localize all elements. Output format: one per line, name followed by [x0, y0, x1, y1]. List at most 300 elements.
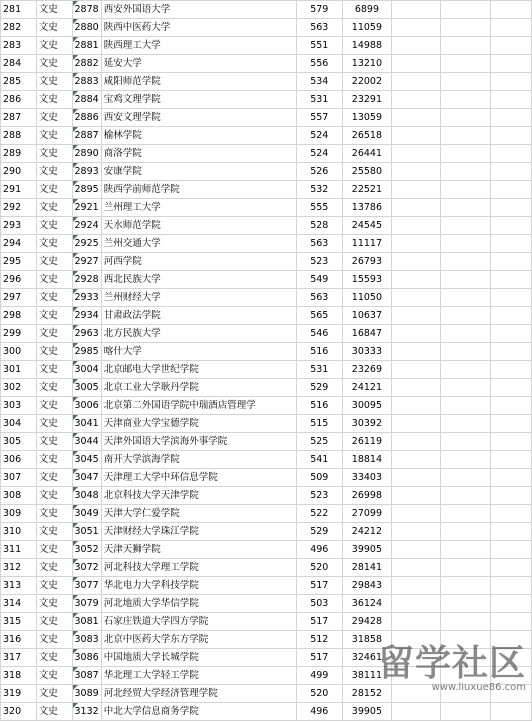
cell-code[interactable]: 3048: [72, 487, 101, 505]
cell-school[interactable]: 河北地质大学华信学院: [101, 595, 296, 613]
cell-category[interactable]: 文史: [36, 253, 72, 271]
cell-code[interactable]: 3132: [72, 703, 101, 721]
cell-score[interactable]: 526: [296, 163, 342, 181]
cell-rank[interactable]: 284: [1, 55, 37, 73]
cell-empty[interactable]: [392, 127, 441, 145]
cell-school[interactable]: 咸阳师范学院: [101, 73, 296, 91]
cell-score[interactable]: 503: [296, 595, 342, 613]
cell-position[interactable]: 29428: [342, 613, 392, 631]
cell-empty[interactable]: [490, 181, 531, 199]
cell-score[interactable]: 496: [296, 703, 342, 721]
cell-rank[interactable]: 286: [1, 91, 37, 109]
cell-empty[interactable]: [392, 91, 441, 109]
cell-category[interactable]: 文史: [36, 541, 72, 559]
cell-empty[interactable]: [441, 703, 490, 721]
cell-empty[interactable]: [441, 667, 490, 685]
cell-code[interactable]: 2963: [72, 325, 101, 343]
cell-category[interactable]: 文史: [36, 325, 72, 343]
cell-school[interactable]: 北京中医药大学东方学院: [101, 631, 296, 649]
cell-empty[interactable]: [392, 325, 441, 343]
cell-position[interactable]: 39905: [342, 541, 392, 559]
cell-category[interactable]: 文史: [36, 37, 72, 55]
cell-empty[interactable]: [490, 577, 531, 595]
cell-school[interactable]: 北方民族大学: [101, 325, 296, 343]
cell-empty[interactable]: [392, 577, 441, 595]
cell-score[interactable]: 532: [296, 181, 342, 199]
cell-empty[interactable]: [441, 361, 490, 379]
cell-empty[interactable]: [392, 55, 441, 73]
cell-school[interactable]: 中国地质大学长城学院: [101, 649, 296, 667]
cell-empty[interactable]: [490, 361, 531, 379]
cell-empty[interactable]: [392, 703, 441, 721]
cell-category[interactable]: 文史: [36, 343, 72, 361]
cell-empty[interactable]: [490, 145, 531, 163]
cell-category[interactable]: 文史: [36, 685, 72, 703]
cell-empty[interactable]: [441, 487, 490, 505]
cell-empty[interactable]: [441, 505, 490, 523]
cell-empty[interactable]: [490, 451, 531, 469]
cell-code[interactable]: 2925: [72, 235, 101, 253]
cell-score[interactable]: 517: [296, 577, 342, 595]
cell-rank[interactable]: 306: [1, 451, 37, 469]
cell-code[interactable]: 2886: [72, 109, 101, 127]
cell-empty[interactable]: [490, 685, 531, 703]
cell-empty[interactable]: [490, 541, 531, 559]
cell-position[interactable]: 27099: [342, 505, 392, 523]
cell-rank[interactable]: 318: [1, 667, 37, 685]
cell-score[interactable]: 512: [296, 631, 342, 649]
cell-position[interactable]: 26518: [342, 127, 392, 145]
cell-score[interactable]: 534: [296, 73, 342, 91]
cell-empty[interactable]: [441, 325, 490, 343]
cell-rank[interactable]: 308: [1, 487, 37, 505]
cell-school[interactable]: 兰州理工大学: [101, 199, 296, 217]
cell-school[interactable]: 华北电力大学科技学院: [101, 577, 296, 595]
cell-school[interactable]: 北京第二外国语学院中瑞酒店管理学: [101, 397, 296, 415]
cell-score[interactable]: 556: [296, 55, 342, 73]
cell-code[interactable]: 2924: [72, 217, 101, 235]
cell-empty[interactable]: [441, 685, 490, 703]
cell-empty[interactable]: [392, 451, 441, 469]
cell-empty[interactable]: [441, 37, 490, 55]
cell-empty[interactable]: [392, 415, 441, 433]
cell-category[interactable]: 文史: [36, 649, 72, 667]
cell-empty[interactable]: [392, 163, 441, 181]
cell-category[interactable]: 文史: [36, 469, 72, 487]
cell-rank[interactable]: 297: [1, 289, 37, 307]
cell-category[interactable]: 文史: [36, 163, 72, 181]
cell-empty[interactable]: [441, 199, 490, 217]
cell-score[interactable]: 524: [296, 127, 342, 145]
cell-empty[interactable]: [441, 235, 490, 253]
cell-empty[interactable]: [441, 73, 490, 91]
cell-empty[interactable]: [490, 559, 531, 577]
cell-rank[interactable]: 313: [1, 577, 37, 595]
cell-score[interactable]: 515: [296, 415, 342, 433]
cell-code[interactable]: 2985: [72, 343, 101, 361]
cell-category[interactable]: 文史: [36, 235, 72, 253]
cell-rank[interactable]: 291: [1, 181, 37, 199]
cell-code[interactable]: 3006: [72, 397, 101, 415]
cell-score[interactable]: 563: [296, 289, 342, 307]
cell-empty[interactable]: [490, 703, 531, 721]
cell-position[interactable]: 26119: [342, 433, 392, 451]
cell-school[interactable]: 天津商业大学宝德学院: [101, 415, 296, 433]
cell-empty[interactable]: [392, 397, 441, 415]
cell-code[interactable]: 3086: [72, 649, 101, 667]
cell-position[interactable]: 22002: [342, 73, 392, 91]
cell-category[interactable]: 文史: [36, 379, 72, 397]
cell-score[interactable]: 529: [296, 379, 342, 397]
cell-score[interactable]: 525: [296, 433, 342, 451]
cell-school[interactable]: 北京邮电大学世纪学院: [101, 361, 296, 379]
cell-code[interactable]: 2882: [72, 55, 101, 73]
cell-code[interactable]: 3087: [72, 667, 101, 685]
cell-code[interactable]: 3052: [72, 541, 101, 559]
cell-empty[interactable]: [490, 325, 531, 343]
cell-rank[interactable]: 305: [1, 433, 37, 451]
cell-rank[interactable]: 282: [1, 19, 37, 37]
cell-code[interactable]: 2928: [72, 271, 101, 289]
cell-rank[interactable]: 304: [1, 415, 37, 433]
cell-empty[interactable]: [441, 595, 490, 613]
cell-school[interactable]: 西北民族大学: [101, 271, 296, 289]
cell-rank[interactable]: 281: [1, 1, 37, 19]
cell-score[interactable]: 517: [296, 649, 342, 667]
cell-category[interactable]: 文史: [36, 703, 72, 721]
cell-code[interactable]: 2878: [72, 1, 101, 19]
cell-empty[interactable]: [441, 289, 490, 307]
cell-position[interactable]: 33403: [342, 469, 392, 487]
cell-code[interactable]: 2934: [72, 307, 101, 325]
cell-empty[interactable]: [490, 415, 531, 433]
cell-rank[interactable]: 299: [1, 325, 37, 343]
cell-category[interactable]: 文史: [36, 613, 72, 631]
cell-position[interactable]: 22521: [342, 181, 392, 199]
cell-score[interactable]: 528: [296, 217, 342, 235]
cell-empty[interactable]: [441, 559, 490, 577]
cell-empty[interactable]: [392, 145, 441, 163]
cell-empty[interactable]: [490, 163, 531, 181]
cell-empty[interactable]: [441, 397, 490, 415]
cell-category[interactable]: 文史: [36, 289, 72, 307]
cell-category[interactable]: 文史: [36, 361, 72, 379]
cell-empty[interactable]: [441, 109, 490, 127]
cell-empty[interactable]: [490, 55, 531, 73]
cell-score[interactable]: 531: [296, 91, 342, 109]
cell-empty[interactable]: [392, 289, 441, 307]
cell-empty[interactable]: [490, 289, 531, 307]
cell-position[interactable]: 28152: [342, 685, 392, 703]
cell-empty[interactable]: [441, 91, 490, 109]
cell-empty[interactable]: [441, 55, 490, 73]
cell-code[interactable]: 2887: [72, 127, 101, 145]
cell-empty[interactable]: [441, 145, 490, 163]
cell-empty[interactable]: [392, 433, 441, 451]
cell-category[interactable]: 文史: [36, 559, 72, 577]
cell-position[interactable]: 11059: [342, 19, 392, 37]
cell-empty[interactable]: [490, 613, 531, 631]
cell-code[interactable]: 3045: [72, 451, 101, 469]
cell-empty[interactable]: [392, 253, 441, 271]
cell-rank[interactable]: 307: [1, 469, 37, 487]
cell-score[interactable]: 541: [296, 451, 342, 469]
cell-empty[interactable]: [392, 361, 441, 379]
cell-empty[interactable]: [490, 397, 531, 415]
cell-rank[interactable]: 315: [1, 613, 37, 631]
cell-empty[interactable]: [441, 217, 490, 235]
cell-category[interactable]: 文史: [36, 415, 72, 433]
cell-code[interactable]: 3047: [72, 469, 101, 487]
cell-position[interactable]: 15593: [342, 271, 392, 289]
cell-rank[interactable]: 302: [1, 379, 37, 397]
cell-rank[interactable]: 298: [1, 307, 37, 325]
cell-score[interactable]: 563: [296, 19, 342, 37]
cell-category[interactable]: 文史: [36, 271, 72, 289]
cell-position[interactable]: 11050: [342, 289, 392, 307]
cell-school[interactable]: 喀什大学: [101, 343, 296, 361]
cell-rank[interactable]: 289: [1, 145, 37, 163]
cell-empty[interactable]: [490, 379, 531, 397]
cell-score[interactable]: 520: [296, 559, 342, 577]
cell-code[interactable]: 2881: [72, 37, 101, 55]
cell-score[interactable]: 516: [296, 397, 342, 415]
cell-rank[interactable]: 316: [1, 631, 37, 649]
cell-code[interactable]: 2895: [72, 181, 101, 199]
cell-empty[interactable]: [392, 487, 441, 505]
cell-position[interactable]: 31858: [342, 631, 392, 649]
cell-score[interactable]: 496: [296, 541, 342, 559]
cell-empty[interactable]: [490, 469, 531, 487]
cell-category[interactable]: 文史: [36, 73, 72, 91]
cell-school[interactable]: 天水师范学院: [101, 217, 296, 235]
cell-position[interactable]: 11117: [342, 235, 392, 253]
cell-score[interactable]: 555: [296, 199, 342, 217]
cell-empty[interactable]: [392, 631, 441, 649]
cell-position[interactable]: 13059: [342, 109, 392, 127]
cell-school[interactable]: 河西学院: [101, 253, 296, 271]
cell-rank[interactable]: 319: [1, 685, 37, 703]
cell-position[interactable]: 32461: [342, 649, 392, 667]
cell-score[interactable]: 523: [296, 253, 342, 271]
cell-code[interactable]: 2890: [72, 145, 101, 163]
cell-school[interactable]: 天津财经大学珠江学院: [101, 523, 296, 541]
cell-score[interactable]: 499: [296, 667, 342, 685]
cell-rank[interactable]: 293: [1, 217, 37, 235]
cell-category[interactable]: 文史: [36, 631, 72, 649]
cell-empty[interactable]: [441, 19, 490, 37]
cell-code[interactable]: 2893: [72, 163, 101, 181]
cell-empty[interactable]: [392, 667, 441, 685]
cell-score[interactable]: 523: [296, 487, 342, 505]
cell-empty[interactable]: [441, 523, 490, 541]
cell-empty[interactable]: [441, 163, 490, 181]
cell-position[interactable]: 28141: [342, 559, 392, 577]
cell-score[interactable]: 516: [296, 343, 342, 361]
cell-school[interactable]: 石家庄铁道大学四方学院: [101, 613, 296, 631]
cell-position[interactable]: 36124: [342, 595, 392, 613]
cell-rank[interactable]: 314: [1, 595, 37, 613]
cell-school[interactable]: 河北经贸大学经济管理学院: [101, 685, 296, 703]
cell-position[interactable]: 18814: [342, 451, 392, 469]
cell-school[interactable]: 天津大学仁爱学院: [101, 505, 296, 523]
cell-position[interactable]: 24121: [342, 379, 392, 397]
cell-code[interactable]: 3005: [72, 379, 101, 397]
cell-school[interactable]: 西安外国语大学: [101, 1, 296, 19]
cell-school[interactable]: 兰州财经大学: [101, 289, 296, 307]
cell-empty[interactable]: [490, 649, 531, 667]
cell-empty[interactable]: [392, 271, 441, 289]
cell-empty[interactable]: [490, 199, 531, 217]
cell-category[interactable]: 文史: [36, 91, 72, 109]
cell-empty[interactable]: [441, 307, 490, 325]
cell-school[interactable]: 北京科技大学天津学院: [101, 487, 296, 505]
cell-code[interactable]: 2921: [72, 199, 101, 217]
cell-empty[interactable]: [392, 685, 441, 703]
cell-empty[interactable]: [392, 523, 441, 541]
cell-category[interactable]: 文史: [36, 55, 72, 73]
cell-position[interactable]: 13786: [342, 199, 392, 217]
cell-empty[interactable]: [392, 199, 441, 217]
cell-rank[interactable]: 296: [1, 271, 37, 289]
cell-category[interactable]: 文史: [36, 307, 72, 325]
cell-empty[interactable]: [441, 1, 490, 19]
cell-score[interactable]: 529: [296, 523, 342, 541]
cell-code[interactable]: 3079: [72, 595, 101, 613]
cell-rank[interactable]: 320: [1, 703, 37, 721]
cell-rank[interactable]: 303: [1, 397, 37, 415]
cell-position[interactable]: 30392: [342, 415, 392, 433]
cell-empty[interactable]: [392, 19, 441, 37]
cell-school[interactable]: 甘肃政法学院: [101, 307, 296, 325]
cell-school[interactable]: 安康学院: [101, 163, 296, 181]
cell-empty[interactable]: [490, 37, 531, 55]
cell-position[interactable]: 26793: [342, 253, 392, 271]
cell-position[interactable]: 25580: [342, 163, 392, 181]
cell-empty[interactable]: [392, 559, 441, 577]
cell-empty[interactable]: [490, 631, 531, 649]
cell-school[interactable]: 商洛学院: [101, 145, 296, 163]
cell-empty[interactable]: [392, 1, 441, 19]
cell-code[interactable]: 3004: [72, 361, 101, 379]
cell-score[interactable]: 551: [296, 37, 342, 55]
cell-empty[interactable]: [490, 235, 531, 253]
cell-position[interactable]: 6899: [342, 1, 392, 19]
cell-rank[interactable]: 295: [1, 253, 37, 271]
cell-code[interactable]: 3083: [72, 631, 101, 649]
cell-empty[interactable]: [392, 469, 441, 487]
cell-school[interactable]: 宝鸡文理学院: [101, 91, 296, 109]
cell-empty[interactable]: [392, 37, 441, 55]
cell-score[interactable]: 579: [296, 1, 342, 19]
cell-rank[interactable]: 301: [1, 361, 37, 379]
cell-code[interactable]: 2933: [72, 289, 101, 307]
cell-position[interactable]: 23269: [342, 361, 392, 379]
cell-score[interactable]: 563: [296, 235, 342, 253]
cell-position[interactable]: 38111: [342, 667, 392, 685]
cell-rank[interactable]: 317: [1, 649, 37, 667]
cell-empty[interactable]: [392, 613, 441, 631]
cell-school[interactable]: 华北理工大学轻工学院: [101, 667, 296, 685]
cell-position[interactable]: 13210: [342, 55, 392, 73]
cell-position[interactable]: 14988: [342, 37, 392, 55]
cell-empty[interactable]: [490, 271, 531, 289]
cell-school[interactable]: 陕西中医药大学: [101, 19, 296, 37]
cell-category[interactable]: 文史: [36, 433, 72, 451]
cell-score[interactable]: 524: [296, 145, 342, 163]
cell-empty[interactable]: [441, 415, 490, 433]
cell-empty[interactable]: [441, 379, 490, 397]
cell-empty[interactable]: [490, 127, 531, 145]
cell-empty[interactable]: [490, 1, 531, 19]
cell-school[interactable]: 南开大学滨海学院: [101, 451, 296, 469]
cell-empty[interactable]: [392, 379, 441, 397]
cell-rank[interactable]: 311: [1, 541, 37, 559]
cell-empty[interactable]: [490, 433, 531, 451]
cell-rank[interactable]: 283: [1, 37, 37, 55]
cell-empty[interactable]: [490, 523, 531, 541]
cell-code[interactable]: 2927: [72, 253, 101, 271]
cell-position[interactable]: 30333: [342, 343, 392, 361]
cell-school[interactable]: 榆林学院: [101, 127, 296, 145]
cell-category[interactable]: 文史: [36, 109, 72, 127]
cell-rank[interactable]: 294: [1, 235, 37, 253]
cell-category[interactable]: 文史: [36, 1, 72, 19]
cell-category[interactable]: 文史: [36, 19, 72, 37]
cell-school[interactable]: 天津外国语大学滨海外事学院: [101, 433, 296, 451]
cell-code[interactable]: 3044: [72, 433, 101, 451]
cell-school[interactable]: 天津天狮学院: [101, 541, 296, 559]
cell-category[interactable]: 文史: [36, 505, 72, 523]
cell-category[interactable]: 文史: [36, 523, 72, 541]
cell-score[interactable]: 549: [296, 271, 342, 289]
cell-position[interactable]: 24212: [342, 523, 392, 541]
cell-rank[interactable]: 288: [1, 127, 37, 145]
cell-code[interactable]: 2884: [72, 91, 101, 109]
cell-empty[interactable]: [392, 235, 441, 253]
cell-category[interactable]: 文史: [36, 595, 72, 613]
cell-category[interactable]: 文史: [36, 451, 72, 469]
cell-empty[interactable]: [490, 595, 531, 613]
cell-school[interactable]: 延安大学: [101, 55, 296, 73]
cell-position[interactable]: 24545: [342, 217, 392, 235]
cell-empty[interactable]: [490, 19, 531, 37]
cell-empty[interactable]: [441, 451, 490, 469]
cell-empty[interactable]: [441, 541, 490, 559]
cell-position[interactable]: 23291: [342, 91, 392, 109]
cell-empty[interactable]: [490, 505, 531, 523]
cell-empty[interactable]: [392, 343, 441, 361]
cell-category[interactable]: 文史: [36, 181, 72, 199]
cell-score[interactable]: 565: [296, 307, 342, 325]
cell-position[interactable]: 26998: [342, 487, 392, 505]
cell-school[interactable]: 陕西学前师范学院: [101, 181, 296, 199]
cell-empty[interactable]: [490, 109, 531, 127]
cell-category[interactable]: 文史: [36, 145, 72, 163]
cell-empty[interactable]: [441, 181, 490, 199]
cell-empty[interactable]: [490, 73, 531, 91]
cell-empty[interactable]: [490, 217, 531, 235]
cell-score[interactable]: 509: [296, 469, 342, 487]
cell-empty[interactable]: [490, 307, 531, 325]
cell-score[interactable]: 546: [296, 325, 342, 343]
cell-empty[interactable]: [392, 649, 441, 667]
cell-rank[interactable]: 300: [1, 343, 37, 361]
cell-code[interactable]: 2880: [72, 19, 101, 37]
cell-empty[interactable]: [441, 577, 490, 595]
cell-code[interactable]: 3041: [72, 415, 101, 433]
cell-school[interactable]: 陕西理工大学: [101, 37, 296, 55]
